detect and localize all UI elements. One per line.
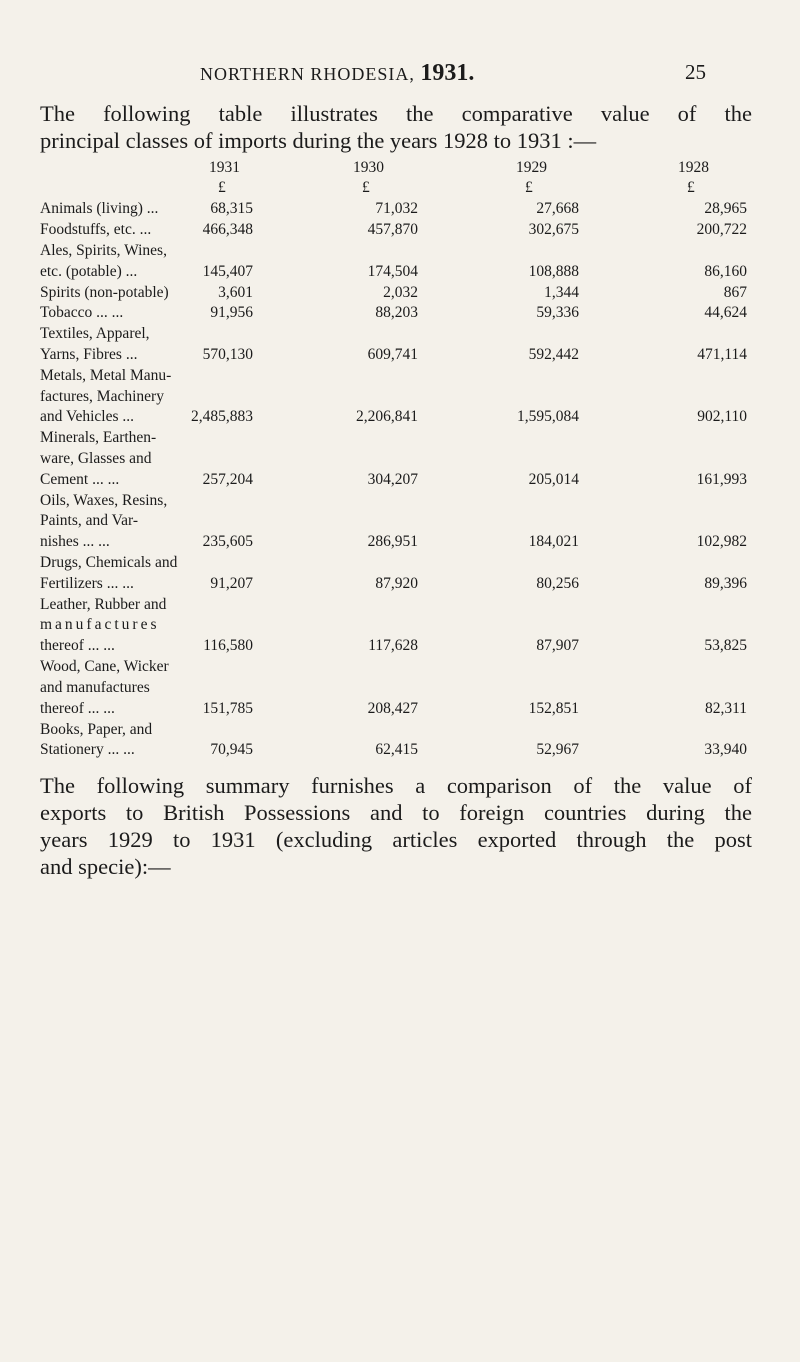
row-label: thereof ... ...: [40, 637, 115, 654]
year-heading: 1930: [353, 159, 384, 176]
table-cell: 902,110: [697, 408, 747, 425]
table-cell: 208,427: [367, 700, 418, 717]
table-cell: 89,396: [704, 575, 747, 592]
row-label: Minerals, Earthen-: [40, 429, 157, 446]
paragraph-line: principal classes of imports during the years 1928 to 1931 :—: [40, 128, 597, 153]
table-cell: 86,160: [704, 263, 747, 280]
table-cell: 174,504: [367, 263, 418, 280]
row-label: Cement ... ...: [40, 471, 120, 488]
table-cell: 82,311: [704, 700, 747, 717]
table-cell: 257,204: [202, 471, 253, 488]
row-label: nishes ... ...: [40, 533, 110, 550]
paragraph-line: The following table illustrates the comparative value of the: [40, 101, 752, 126]
row-label: Books, Paper, and: [40, 721, 153, 738]
table-cell: 152,851: [528, 700, 579, 717]
table-cell: 200,722: [696, 221, 747, 238]
page-number: 25: [685, 60, 706, 84]
table-cell: 88,203: [375, 304, 418, 321]
row-label: Foodstuffs, etc. ...: [40, 221, 152, 238]
table-cell: 2,206,841: [356, 408, 418, 425]
table-cell: 184,021: [528, 533, 579, 550]
running-header: [0, 60, 800, 90]
row-label: Oils, Waxes, Resins,: [40, 492, 168, 509]
table-cell: 609,741: [367, 346, 418, 363]
running-head: NORTHERN RHODESIA, 1931.: [200, 60, 475, 86]
row-label: thereof ... ...: [40, 700, 115, 717]
table-cell: 68,315: [210, 200, 253, 217]
row-label: Paints, and Var-: [40, 512, 138, 529]
table-cell: 570,130: [202, 346, 253, 363]
table-cell: 80,256: [536, 575, 579, 592]
unit-heading: £: [218, 179, 226, 196]
table-cell: 286,951: [367, 533, 418, 550]
year-heading: 1931: [209, 159, 240, 176]
table-cell: 116,580: [203, 637, 253, 654]
row-label: Animals (living) ...: [40, 200, 159, 217]
paragraph-line: years 1929 to 1931 (excluding articles exported through the post: [40, 827, 752, 852]
table-cell: 87,920: [375, 575, 418, 592]
row-label: manufactures: [40, 616, 160, 633]
row-label: Tobacco ... ...: [40, 304, 124, 321]
table-cell: 592,442: [528, 346, 579, 363]
row-label: factures, Machinery: [40, 388, 164, 405]
row-label: Ales, Spirits, Wines,: [40, 242, 167, 259]
imports-intro-paragraph: [40, 100, 752, 154]
unit-heading: £: [362, 179, 370, 196]
table-cell: 102,982: [696, 533, 747, 550]
row-label: and Vehicles ...: [40, 408, 134, 425]
table-cell: 205,014: [528, 471, 579, 488]
table-cell: 304,207: [367, 471, 418, 488]
row-label: Yarns, Fibres ...: [40, 346, 138, 363]
row-label: Textiles, Apparel,: [40, 325, 150, 342]
row-label: Metals, Metal Manu-: [40, 367, 172, 384]
row-label: Drugs, Chemicals and: [40, 554, 178, 571]
row-label: Leather, Rubber and: [40, 596, 167, 613]
paragraph-line: exports to British Possessions and to foreign countries during the: [40, 800, 752, 825]
table-cell: 33,940: [704, 741, 747, 758]
table-cell: 62,415: [375, 741, 418, 758]
row-label: ware, Glasses and: [40, 450, 152, 467]
table-cell: 59,336: [536, 304, 579, 321]
table-cell: 71,032: [375, 200, 418, 217]
row-label: Stationery ... ...: [40, 741, 135, 758]
table-cell: 44,624: [704, 304, 747, 321]
table-cell: 466,348: [202, 221, 253, 238]
year-heading: 1928: [678, 159, 709, 176]
row-label: and manufactures: [40, 679, 150, 696]
table-cell: 3,601: [218, 284, 253, 301]
table-cell: 91,956: [210, 304, 253, 321]
table-cell: 145,407: [202, 263, 253, 280]
exports-intro-paragraph: [40, 772, 752, 880]
unit-heading: £: [687, 179, 695, 196]
row-label: Fertilizers ... ...: [40, 575, 134, 592]
paragraph-line: and specie):—: [40, 854, 171, 879]
table-cell: 2,032: [383, 284, 418, 301]
table-cell: 471,114: [697, 346, 747, 363]
paragraph-line: The following summary furnishes a comparison of the value of: [40, 773, 752, 798]
year-heading: 1929: [516, 159, 547, 176]
table-cell: 91,207: [210, 575, 253, 592]
row-label: etc. (potable) ...: [40, 263, 138, 280]
table-cell: 117,628: [368, 637, 418, 654]
table-cell: 28,965: [704, 200, 747, 217]
table-cell: 87,907: [536, 637, 579, 654]
table-cell: 70,945: [210, 741, 253, 758]
table-cell: 302,675: [528, 221, 579, 238]
table-cell: 867: [723, 284, 747, 301]
table-cell: 108,888: [528, 263, 579, 280]
table-cell: 2,485,883: [191, 408, 253, 425]
row-label: Wood, Cane, Wicker: [40, 658, 169, 675]
table-cell: 1,595,084: [517, 408, 579, 425]
table-cell: 53,825: [704, 637, 747, 654]
table-cell: 151,785: [202, 700, 253, 717]
table-cell: 457,870: [367, 221, 418, 238]
row-label: Spirits (non-potable): [40, 284, 169, 301]
unit-heading: £: [525, 179, 533, 196]
table-cell: 235,605: [202, 533, 253, 550]
table-cell: 27,668: [536, 200, 579, 217]
table-cell: 52,967: [536, 741, 579, 758]
table-cell: 1,344: [544, 284, 579, 301]
table-cell: 161,993: [696, 471, 747, 488]
